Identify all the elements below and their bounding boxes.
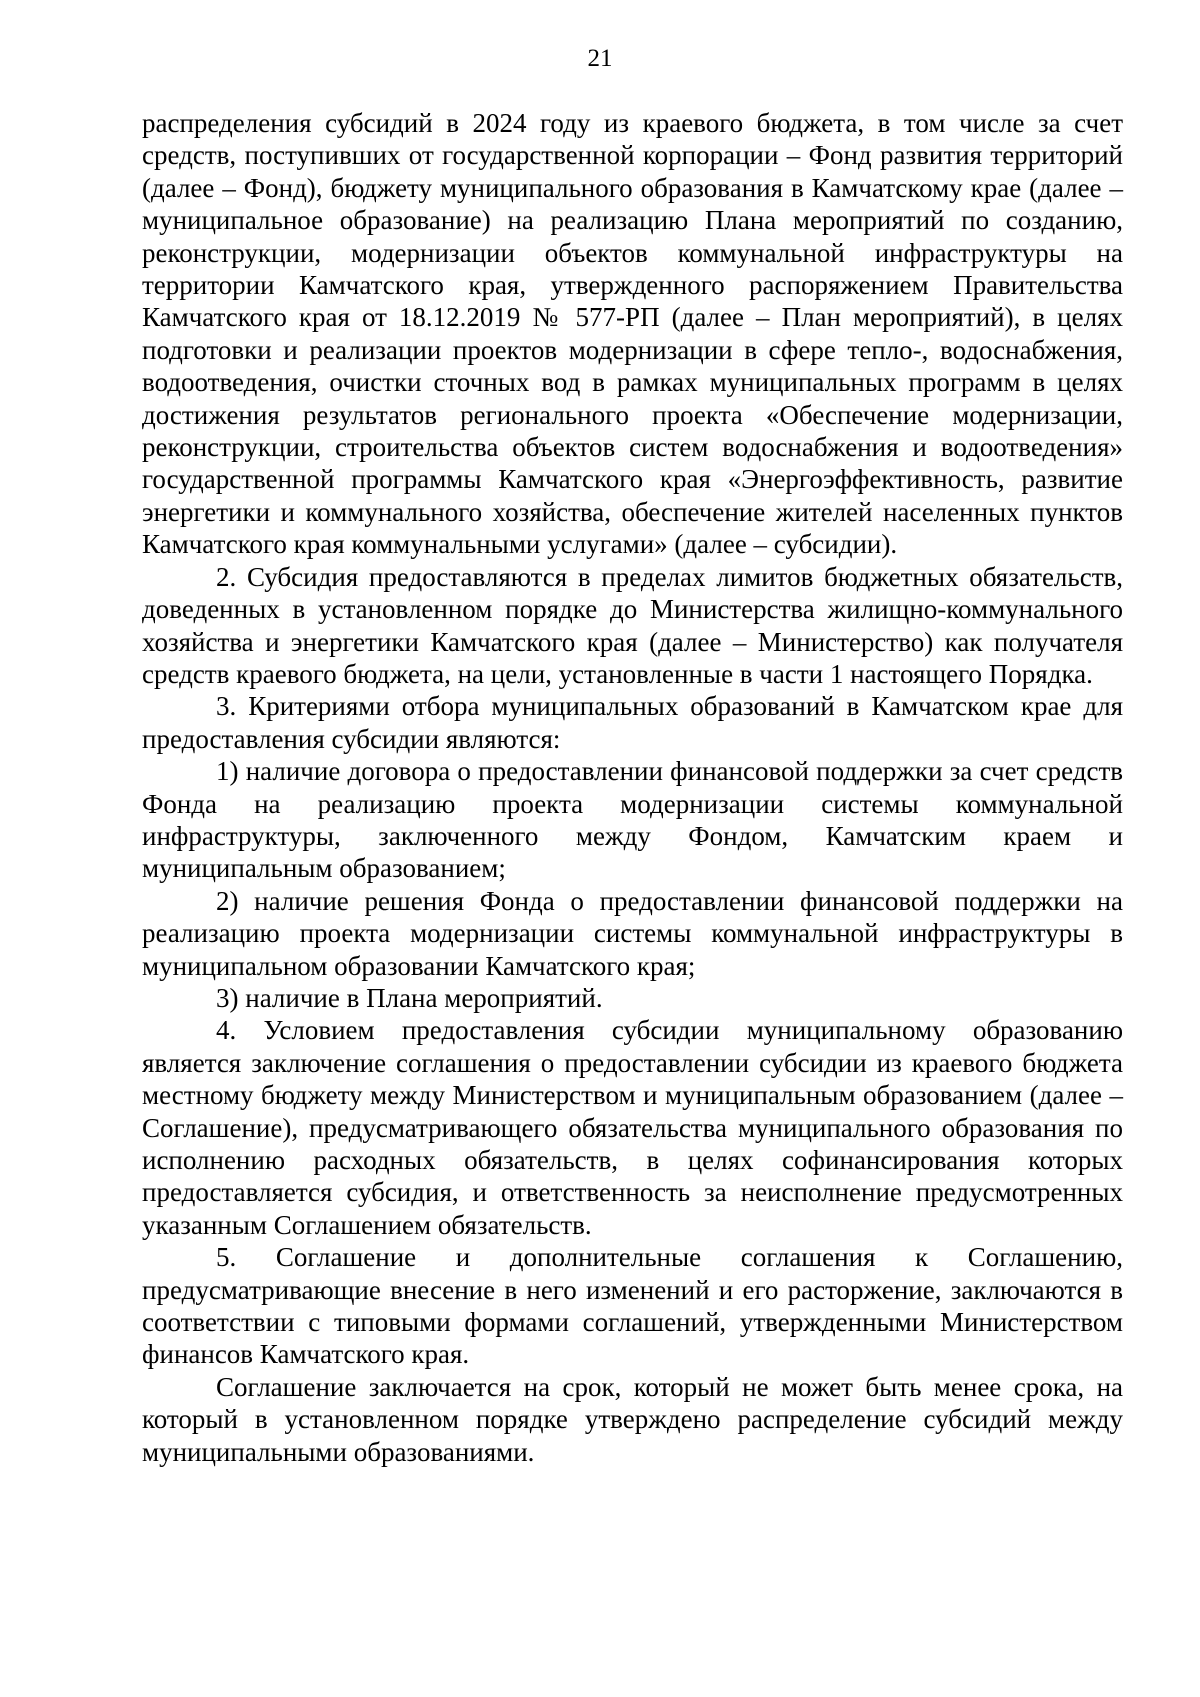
paragraph-4-conditions: 4. Условием предоставления субсидии муниципальному образованию является заключение соглашения о предоставлении субсидии из краевого бюджета местному бюджету между Министерством и муниципальным образованием (далее – Соглашение), предусматривающего обязательства муниципального образования по исполнению расходных обязательств, в целях софинансирования которых предоставляется субсидия, и ответственность за неисполнение предусмотренных указанным Соглашением обязательств.	[142, 1015, 1123, 1240]
paragraph-subsidy-purpose: распределения субсидий в 2024 году из краевого бюджета, в том числе за счет средств, поступивших от государственной корпорации – Фонд развития территорий (далее – Фонд), бюджету муниципального образования в Камчатскому крае (далее – муниципальное образование) на реализацию Плана мероприятий по созданию, реконструкции, модернизации объектов коммунальной инфраструктуры на территории Камчатского края, утвержденного распоряжением Правительства Камчатского края от 18.12.2019 № 577-РП (далее – План мероприятий), в целях подготовки и реализации проектов модернизации в сфере тепло-, водоснабжения, водоотведения, очистки сточных вод в рамках муниципальных программ в целях достижения результатов регионального проекта «Обеспечение модернизации, реконструкции, строительства объектов систем водоснабжения и водоотведения» государственной программы Камчатского края «Энергоэффективность, развитие энергетики и коммунального хозяйства, обеспечение жителей населенных пунктов Камчатского края коммунальными услугами» (далее – субсидии).	[142, 108, 1123, 560]
paragraph-5-agreement-forms: 5. Соглашение и дополнительные соглашения к Соглашению, предусматривающие внесение в него изменений и его расторжение, заключаются в соответствии с типовыми формами соглашений, утвержденными Министерством финансов Камчатского края.	[142, 1242, 1123, 1370]
paragraph-3-selection-criteria: 3. Критериями отбора муниципальных образований в Камчатском крае для предоставления субсидии являются:	[142, 691, 1123, 754]
paragraph-agreement-term: Соглашение заключается на срок, который не может быть менее срока, на который в установленном порядке утверждено распределение субсидий между муниципальными образованиями.	[142, 1371, 1123, 1467]
document-body	[142, 107, 1123, 1468]
paragraph-2-budget-limits: 2. Субсидия предоставляются в пределах лимитов бюджетных обязательств, доведенных в установленном порядке до Министерства жилищно-коммунального хозяйства и энергетики Камчатского края (далее – Министерство) как получателя средств краевого бюджета, на цели, установленные в части 1 настоящего Порядка.	[142, 561, 1123, 689]
criterion-3-action-plan: 3) наличие в Плана мероприятий.	[216, 982, 603, 1013]
criterion-2-fund-decision: 2) наличие решения Фонда о предоставлении финансовой поддержки на реализацию проекта модернизации системы коммунальной инфраструктуры в муниципальном образовании Камчатского края;	[142, 885, 1123, 981]
criterion-1-agreement: 1) наличие договора о предоставлении финансовой поддержки за счет средств Фонда на реализацию проекта модернизации системы коммунальной инфраструктуры, заключенного между Фондом, Камчатским краем и муниципальным образованием;	[142, 756, 1123, 884]
page-number: 21	[587, 45, 613, 72]
